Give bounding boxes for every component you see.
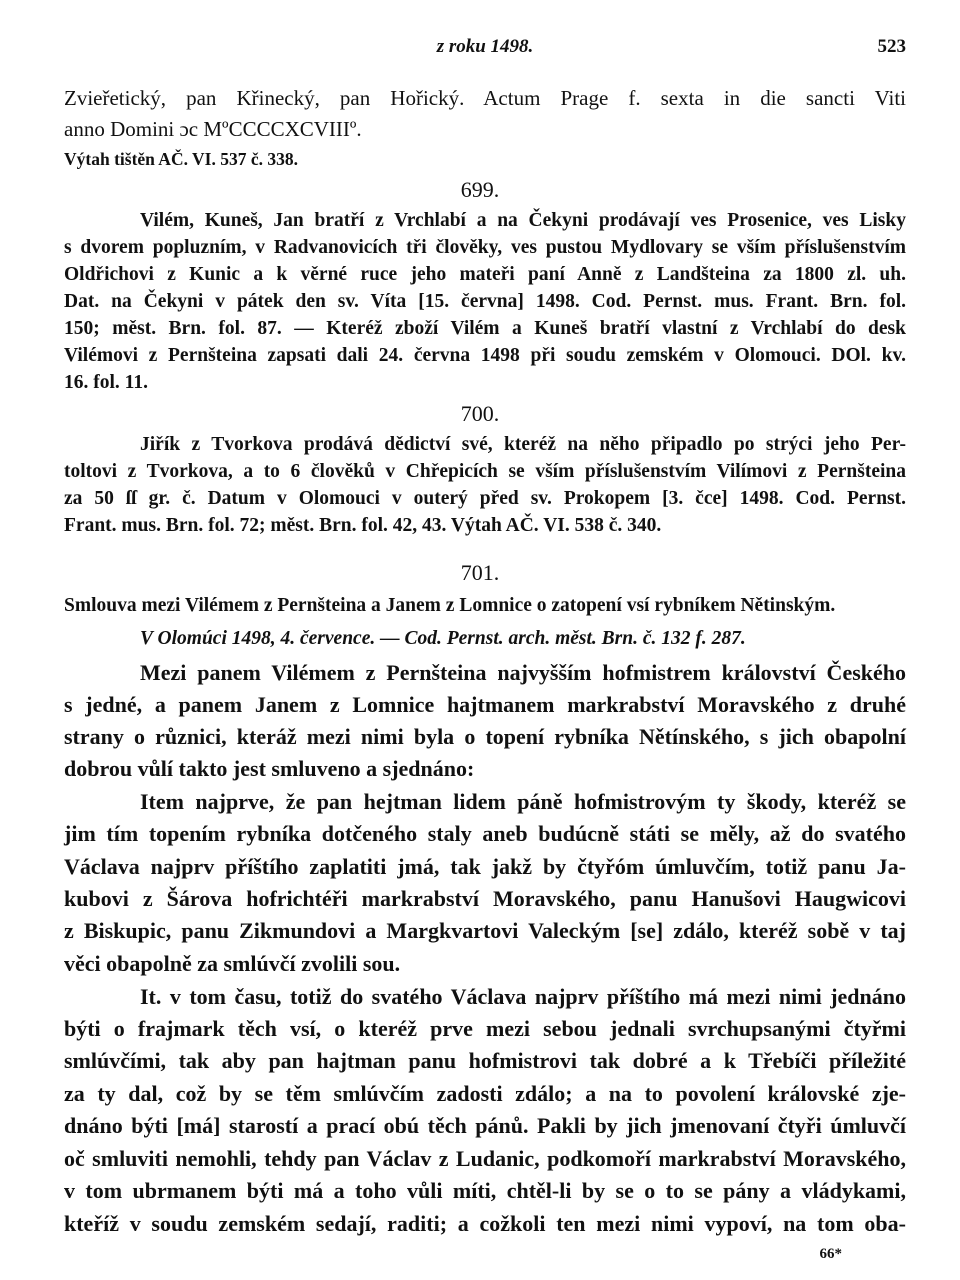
entry-699-line: s dvorem popluzním, v Radvanovicích tři člověky, ves pustou Mydlovary se vším příslušenstvím (64, 237, 906, 258)
entry-701-line: It. v tom času, totiž do svatého Václava najprv příštího má mezi nimi jednáno (140, 984, 906, 1009)
signature-mark: 66* (819, 1246, 842, 1262)
entry-number-699: 699. (460, 177, 500, 202)
entry-701-line: dnáno býti [má] starostí a prací obú těch pánů. Pakli by jich jmenovaní čtyři úmluvčí (64, 1113, 906, 1138)
running-head-title: z roku 1498. (436, 36, 534, 57)
entry-699-line: Vilémovi z Pernšteina zapsati dali 24. června 1498 při soudu zemském v Olomouci. DOl. kv. (64, 345, 906, 366)
entry-700-line: toltovi z Tvorkova, a to 6 člověků v Chřepicích se vším příslušenstvím Vilímovi z Pernšteina (64, 461, 906, 482)
entry-701-line: jim tím topením rybníka dotčeného staly aneb budúcně státi se měly, až do svatého (64, 821, 906, 846)
entry-701-line: Item najprve, že pan hejtman lidem páně hofmistrovým ty škody, kteréž se (140, 789, 906, 814)
entry-701-regest: Smlouva mezi Vilémem z Pernšteina a Janem z Lomnice o zatopení vsí rybníkem Nětinským. (64, 595, 836, 616)
entry-701-line: dobrou vůlí takto jest smluveno a sjednáno: (64, 756, 475, 781)
entry-701-line: v tom ubrmanem býti má a toho vůli míti, chtěl-li by se o to se pány a vládykami, (64, 1178, 906, 1203)
entry-701-line: z Biskupic, panu Zikmundovi a Margkvartovi Valeckým [se] zdálo, kteréž sobě v taj (64, 918, 906, 943)
entry-701-line: smlúvčími, tak aby pan hajtman panu hofmistrovi tak dobré a k Třebíči příležité (64, 1048, 906, 1073)
entry-701-line: kubovi z Šárova hofrichtéři markrabství Moravského, panu Hanušovi Haugwicovi (64, 886, 906, 911)
entry-700-line: za 50 ſſ gr. č. Datum v Olomouci v outerý před sv. Prokopem [3. čce] 1498. Cod. Pernst. (64, 488, 906, 509)
page-number: 523 (877, 36, 906, 57)
entry-699-line: Dat. na Čekyni v pátek den sv. Víta [15. června] 1498. Cod. Pernst. mus. Frant. Brn. fol. (64, 291, 906, 312)
entry-700-line: Frant. mus. Brn. fol. 72; měst. Brn. fol. 42, 43. Výtah AČ. VI. 538 č. 340. (64, 515, 662, 536)
excerpt-note: Výtah tištěn AČ. VI. 537 č. 338. (64, 149, 298, 169)
entry-701-line: věci obapolně za smlúvčí zvolili sou. (64, 951, 401, 976)
entry-701-line: Mezi panem Vilémem z Pernšteina najvyšším hofmistrem království Českého (140, 660, 906, 685)
entry-701-line: oč smluviti nemohli, tehdy pan Václav z Ludanic, podkomoří markrabství Moravského, (64, 1146, 906, 1171)
intro-line: anno Domini ɔc MºCCCCXCVIIIº. (64, 117, 362, 141)
entry-701-line: býti o frajmark těch vsí, o kteréž prve mezi sebou jednali svrchupsanými čtyřmi (64, 1016, 906, 1041)
running-head (64, 36, 906, 64)
entry-701-line: s jedné, a panem Janem z Lomnice hajtmanem markrabství Moravského z druhé (64, 692, 906, 717)
entry-701-line: kteříž v soudu zemském sedají, raditi; a cožkoli ten mezi nimi vypoví, na tom oba- (64, 1211, 906, 1236)
entry-701-line: Václava najprv příštího zaplatiti jmá, tak jakž by čtyřóm úmluvčím, totiž panu Ja- (64, 854, 906, 879)
entry-number-701: 701. (460, 560, 500, 585)
entry-699-line: 150; měst. Brn. fol. 87. — Kteréž zboží Vilém a Kuneš bratří vlastní z Vrchlabí do desk (64, 318, 906, 339)
entry-700-line: Jiřík z Tvorkova prodává dědictví své, kteréž na něho připadlo po strýci jeho Per- (140, 434, 906, 455)
intro-line: Zvieřetický, pan Křinecký, pan Hořický. Actum Prage f. sexta in die sancti Viti (64, 86, 906, 110)
entry-701-line: za ty dal, což by se těm smlúvčím zadosti zdálo; a na to povolení královské zje- (64, 1081, 906, 1106)
entry-701-line: strany o různici, kteráž mezi nimi byla o topení rybníka Nětínského, s jich obapolní (64, 724, 906, 749)
entry-701-source: V Olomúci 1498, 4. července. — Cod. Pernst. arch. měst. Brn. č. 132 f. 287. (140, 628, 746, 649)
entry-699-line: Oldřichovi z Kunic a k věrné ruce jeho mateři paní Anně z Landšteina za 1800 zl. uh. (64, 264, 906, 285)
entry-699-line: Vilém, Kuneš, Jan bratří z Vrchlabí a na Čekyni prodávají ves Prosenice, ves Lisky (140, 210, 906, 231)
entry-699-line: 16. fol. 11. (64, 372, 148, 393)
entry-number-700: 700. (460, 401, 500, 426)
